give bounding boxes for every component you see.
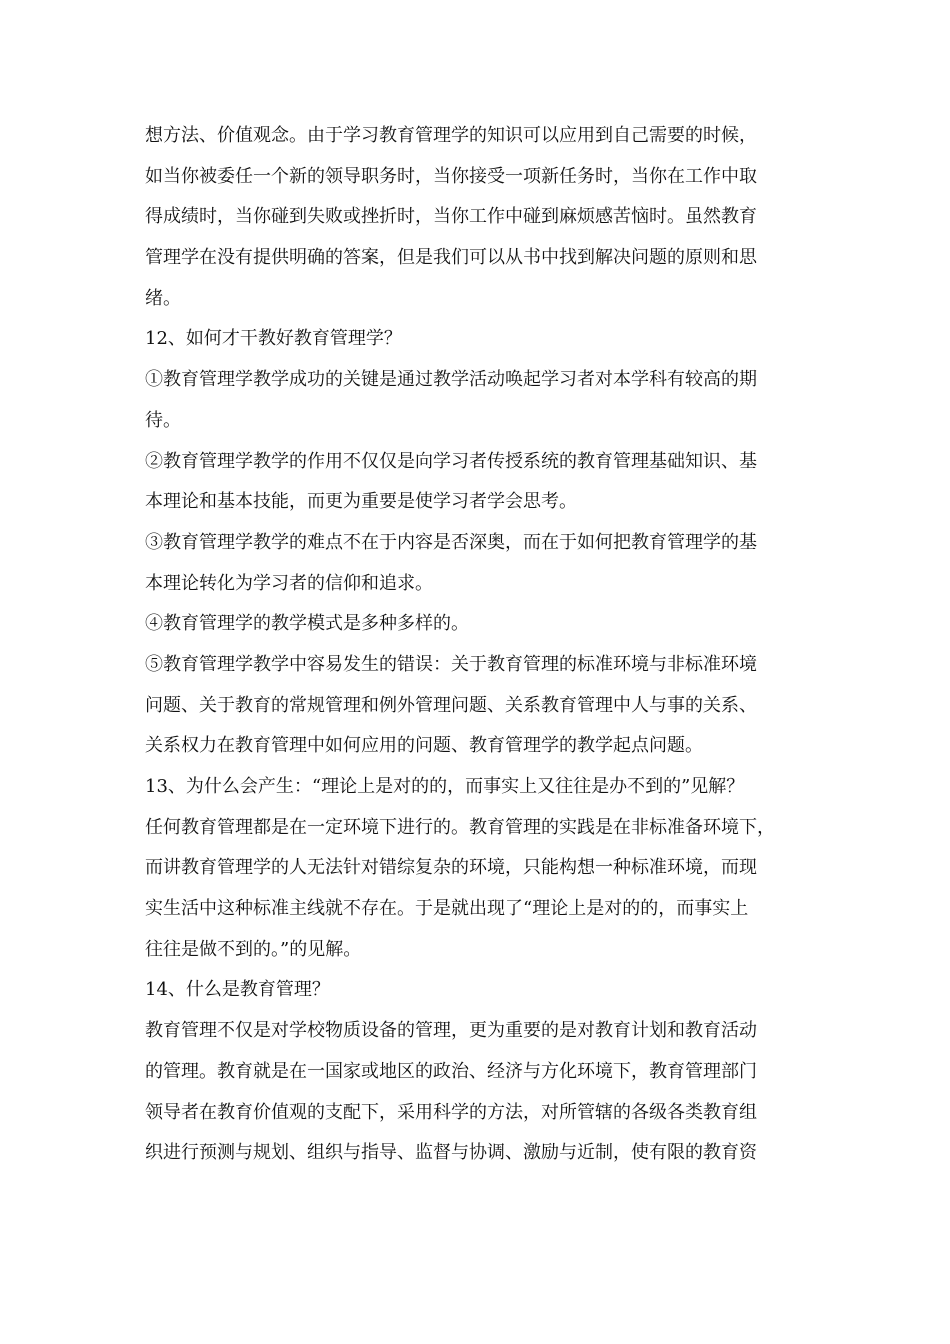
text-line: 关系权力在教育管理中如何应用的问题、教育管理学的教学起点问题。 [145,735,703,757]
text-line: 本理论转化为学习者的信仰和追求。 [145,572,433,594]
text-line: 的管理。教育就是在一国家或地区的政治、经济与方化环境下，教育管理部门 [145,1060,757,1082]
text-line: 问题、关于教育的常规管理和例外管理问题、关系教育管理中人与事的关系、 [145,694,757,716]
text-line: 本理论和基本技能，而更为重要是使学习者学会思考。 [145,491,577,513]
text-line: 教育管理不仅是对学校物质设备的管理，更为重要的是对教育计划和教育活动 [145,1020,757,1042]
text-line: 如当你被委任一个新的领导职务时，当你接受一项新任务时，当你在工作中取 [145,165,757,187]
text-line: ⑤教育管理学教学中容易发生的错误：关于教育管理的标准环境与非标准环境 [145,653,757,675]
text-line: 待。 [145,409,181,431]
text-line: 实生活中这种标准主线就不存在。于是就出现了“理论上是对的的，而事实上 [145,898,749,920]
text-line: 任何教育管理都是在一定环境下进行的。教育管理的实践是在非标准备环境下， [145,816,775,838]
text-line: 领导者在教育价值观的支配下，采用科学的方法，对所管辖的各级各类教育组 [145,1101,757,1123]
question-heading-14: 14、什么是教育管理？ [145,979,330,1001]
text-line: 得成绩时，当你碰到失败或挫折时，当你工作中碰到麻烦感苦恼时。虽然教育 [145,206,757,228]
text-line: ③教育管理学教学的难点不在于内容是否深奥，而在于如何把教育管理学的基 [145,531,757,553]
text-line: 绪。 [145,287,181,309]
text-line: 织进行预测与规划、组织与指导、监督与协调、激励与近制，使有限的教育资 [145,1142,757,1164]
text-line: ④教育管理学的教学模式是多种多样的。 [145,613,469,635]
text-line: 而讲教育管理学的人无法针对错综复杂的环境，只能构想一种标准环境，而现 [145,857,757,879]
document-body [145,116,815,1174]
question-heading-13: 13、为什么会产生：“理论上是对的的，而事实上又往往是办不到的”见解？ [145,776,745,797]
text-line: 想方法、价值观念。由于学习教育管理学的知识可以应用到自己需要的时候， [145,125,757,146]
question-heading-12: 12、如何才干教好教育管理学？ [145,328,402,350]
text-line: 往往是做不到的。”的见解。 [145,938,362,960]
text-line: ①教育管理学教学成功的关键是通过教学活动唤起学习者对本学科有较高的期 [145,369,757,391]
text-line: ②教育管理学教学的作用不仅仅是向学习者传授系统的教育管理基础知识、基 [145,450,757,472]
text-line: 管理学在没有提供明确的答案，但是我们可以从书中找到解决问题的原则和思 [145,247,757,269]
